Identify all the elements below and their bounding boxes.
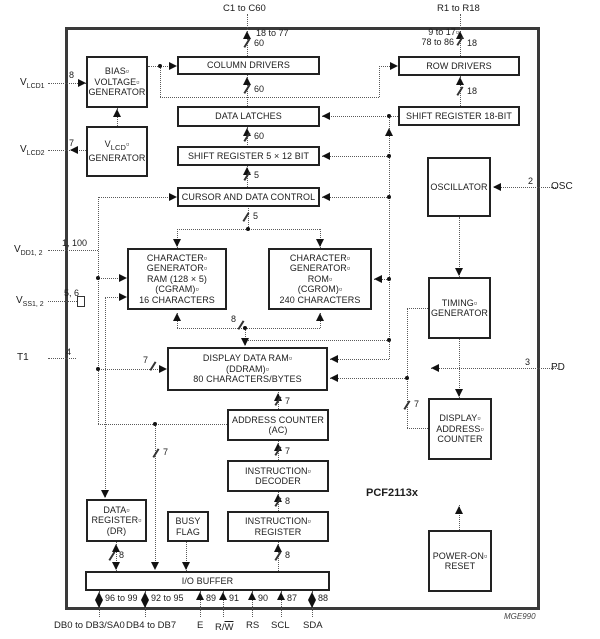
wire	[98, 424, 227, 425]
wire	[322, 156, 389, 157]
block-column-drivers: COLUMN DRIVERS	[177, 56, 320, 75]
pin-label-e: E	[197, 620, 204, 631]
bus-width: 7	[414, 399, 420, 409]
arrow	[308, 600, 316, 608]
wire	[98, 197, 99, 424]
junction-dot	[96, 276, 100, 280]
wire	[48, 301, 77, 302]
figure-id: MGE990	[504, 612, 536, 621]
pin-label-scl: SCL	[271, 620, 290, 631]
pin-label-vdd: $V_{DD1, 2}$	[14, 244, 43, 257]
bus-width: 7	[143, 355, 149, 365]
wire	[98, 369, 162, 370]
pad-range-rows-2: 78 to 86	[421, 37, 454, 47]
block-instruction-register: INSTRUCTION▫ REGISTER	[227, 511, 329, 542]
block-instruction-decoder: INSTRUCTION▫ DECODER	[227, 460, 329, 492]
pin-number-rw: 91	[229, 593, 240, 603]
arrow	[308, 592, 316, 600]
arrow	[431, 364, 439, 372]
arrow	[248, 592, 256, 600]
wire	[389, 116, 390, 359]
block-power-on-reset: POWER-ON▫ RESET	[428, 530, 492, 592]
arrow	[243, 31, 251, 39]
pin-label-vlcd2: $V_{LCD2}$	[20, 144, 45, 157]
wire	[160, 97, 379, 98]
arrow	[493, 183, 501, 191]
pin-label-rs: RS	[246, 620, 260, 631]
junction-dot	[387, 154, 391, 158]
wire	[160, 66, 161, 97]
arrow	[78, 79, 86, 87]
arrow	[330, 374, 338, 382]
vlcd-line1: $V_{LCD}▫$	[104, 139, 130, 152]
block-ddram: DISPLAY DATA RAM▫ (DDRAM)▫ 80 CHARACTERS/BYTES	[167, 347, 328, 391]
arrow	[173, 239, 181, 247]
arrow	[141, 592, 149, 600]
arrow	[141, 600, 149, 608]
pad-range-columns: 18 to 77	[256, 28, 289, 38]
bus-width: 60	[254, 84, 265, 94]
pin-number-osc: 2	[528, 176, 534, 186]
arrow	[322, 112, 330, 120]
junction-dot	[246, 227, 250, 231]
arrow	[374, 275, 382, 283]
arrow	[385, 128, 393, 136]
junction-dot	[387, 277, 391, 281]
bus-width: 7	[285, 446, 291, 456]
pin-label-vlcd1: $V_{LCD1}$	[20, 77, 45, 90]
block-row-drivers: ROW DRIVERS	[398, 56, 520, 76]
pad-range-rows-1: 9 to 17▫	[428, 27, 459, 37]
pin-number-scl: 87	[287, 593, 298, 603]
wire	[48, 250, 98, 251]
block-data-latches: DATA LATCHES	[177, 106, 320, 127]
pin-label-vss: $V_{SS1, 2}$	[16, 295, 44, 308]
pin-number-rs: 90	[258, 593, 269, 603]
bus-width: 5	[254, 170, 260, 180]
junction-dot	[243, 326, 247, 330]
junction-dot	[387, 195, 391, 199]
arrow	[322, 193, 330, 201]
arrow	[277, 592, 285, 600]
chip-name: PCF2113x	[366, 487, 418, 499]
wire	[105, 297, 106, 497]
pin-number-pd: 3	[525, 357, 531, 367]
wire	[48, 358, 76, 359]
junction-dot	[153, 422, 157, 426]
arrow	[390, 62, 398, 70]
wire	[494, 187, 558, 188]
pin-label-osc: OSC	[551, 181, 573, 192]
pin-number-vlcd2: 7	[69, 138, 75, 148]
pin-label-rows: R1 to R18	[437, 3, 480, 14]
pin-number-db4-db7: 92 to 95	[151, 593, 184, 603]
arrow	[169, 62, 177, 70]
pin-number-vss: 5, 6	[64, 288, 80, 298]
bus-width: 18	[467, 86, 478, 96]
junction-dot	[158, 64, 162, 68]
wire	[98, 197, 170, 198]
wire	[322, 197, 389, 198]
junction-dot	[96, 367, 100, 371]
bus-width: 8	[231, 314, 237, 324]
bus-width: 7	[163, 447, 169, 457]
arrow	[182, 562, 190, 570]
pin-label-columns: C1 to C60	[223, 3, 266, 14]
bus-width: 5	[253, 211, 259, 221]
arrow	[95, 592, 103, 600]
pin-number-t1: 4	[66, 347, 72, 357]
wire	[407, 428, 428, 429]
bus-width: 60	[254, 131, 265, 141]
wire	[248, 206, 249, 229]
block-address-counter: ADDRESS COUNTER (AC)	[227, 409, 329, 441]
block-busy-flag: BUSY FLAG	[167, 511, 209, 542]
block-data-register: DATA▫ REGISTER▫ (DR)	[86, 499, 147, 542]
arrow	[455, 268, 463, 276]
wire	[330, 378, 407, 379]
arrow	[455, 506, 463, 514]
pin-number-sda: 88	[318, 593, 329, 603]
pin-number-vlcd1: 8	[69, 70, 75, 80]
block-shift-register-18bit: SHIFT REGISTER 18-BIT	[398, 106, 520, 126]
wire	[407, 308, 408, 428]
pin-label-db4-db7: DB4 to DB7	[126, 620, 177, 631]
pin-number-db0-db3: 96 to 99	[105, 593, 138, 603]
block-io-buffer: I/O BUFFER	[85, 571, 330, 591]
vlcd-line2: GENERATOR	[88, 153, 146, 164]
block-bias-voltage-generator: BIAS▫ VOLTAGE▫ GENERATOR	[86, 56, 148, 108]
block-display-address-counter: DISPLAY▫ ADDRESS▫ COUNTER	[428, 398, 492, 460]
bus-width: 8	[119, 550, 125, 560]
bus-width: 8	[285, 550, 291, 560]
arrow	[241, 338, 249, 346]
block-shift-register-5x12: SHIFT REGISTER 5 × 12 BIT	[177, 146, 320, 166]
wire	[379, 66, 380, 97]
block-timing-generator: TIMING▫ GENERATOR	[428, 277, 491, 339]
block-vlcd-generator	[86, 126, 148, 177]
junction-dot	[387, 114, 391, 118]
pin-number-vdd: 1, 100	[62, 238, 88, 248]
arrow	[316, 239, 324, 247]
bus-width: 8	[285, 496, 291, 506]
pin-label-sda: SDA	[303, 620, 323, 631]
pin-number-e: 89	[206, 593, 217, 603]
arrow	[112, 562, 120, 570]
junction-dot	[405, 376, 409, 380]
wire	[407, 308, 428, 309]
arrow	[316, 313, 324, 321]
wire	[48, 150, 86, 151]
arrow	[219, 592, 227, 600]
wire	[245, 340, 389, 341]
block-oscillator: OSCILLATOR	[427, 157, 491, 217]
bus-width: 60	[254, 38, 265, 48]
bus-width: 18	[467, 38, 478, 48]
arrow	[455, 389, 463, 397]
wire	[330, 359, 389, 360]
junction-dot	[387, 338, 391, 342]
block-cgrom: CHARACTER▫ GENERATOR▫ ROM▫ (CGROM)▫ 240 CHARACTERS	[268, 248, 372, 310]
arrow	[196, 592, 204, 600]
wire	[177, 328, 320, 329]
arrow	[243, 77, 251, 85]
arrow	[322, 152, 330, 160]
pin-label-db0-db3: DB0 to DB3/SA0	[54, 620, 125, 631]
wire	[155, 424, 156, 567]
arrow	[113, 109, 121, 117]
arrow	[151, 562, 159, 570]
arrow	[169, 193, 177, 201]
arrow	[95, 600, 103, 608]
arrow	[330, 355, 338, 363]
arrow	[173, 313, 181, 321]
arrow	[119, 274, 127, 282]
block-cursor-and-data-control: CURSOR AND DATA CONTROL	[177, 187, 320, 207]
bus-width: 7	[285, 396, 291, 406]
arrow	[159, 365, 167, 373]
wire	[431, 368, 558, 369]
pin-label-pd: PD	[551, 362, 565, 373]
arrow	[274, 544, 282, 552]
arrow	[456, 77, 464, 85]
arrow	[119, 293, 127, 301]
block-cgram: CHARACTER▫ GENERATOR▫ RAM (128 × 5) (CGRAM)▫ 16 CHARACTERS	[127, 248, 227, 310]
pin-label-t1: T1	[17, 352, 29, 363]
arrow	[101, 490, 109, 498]
pin-label-rw: $R/\overline{W}$	[215, 622, 234, 633]
